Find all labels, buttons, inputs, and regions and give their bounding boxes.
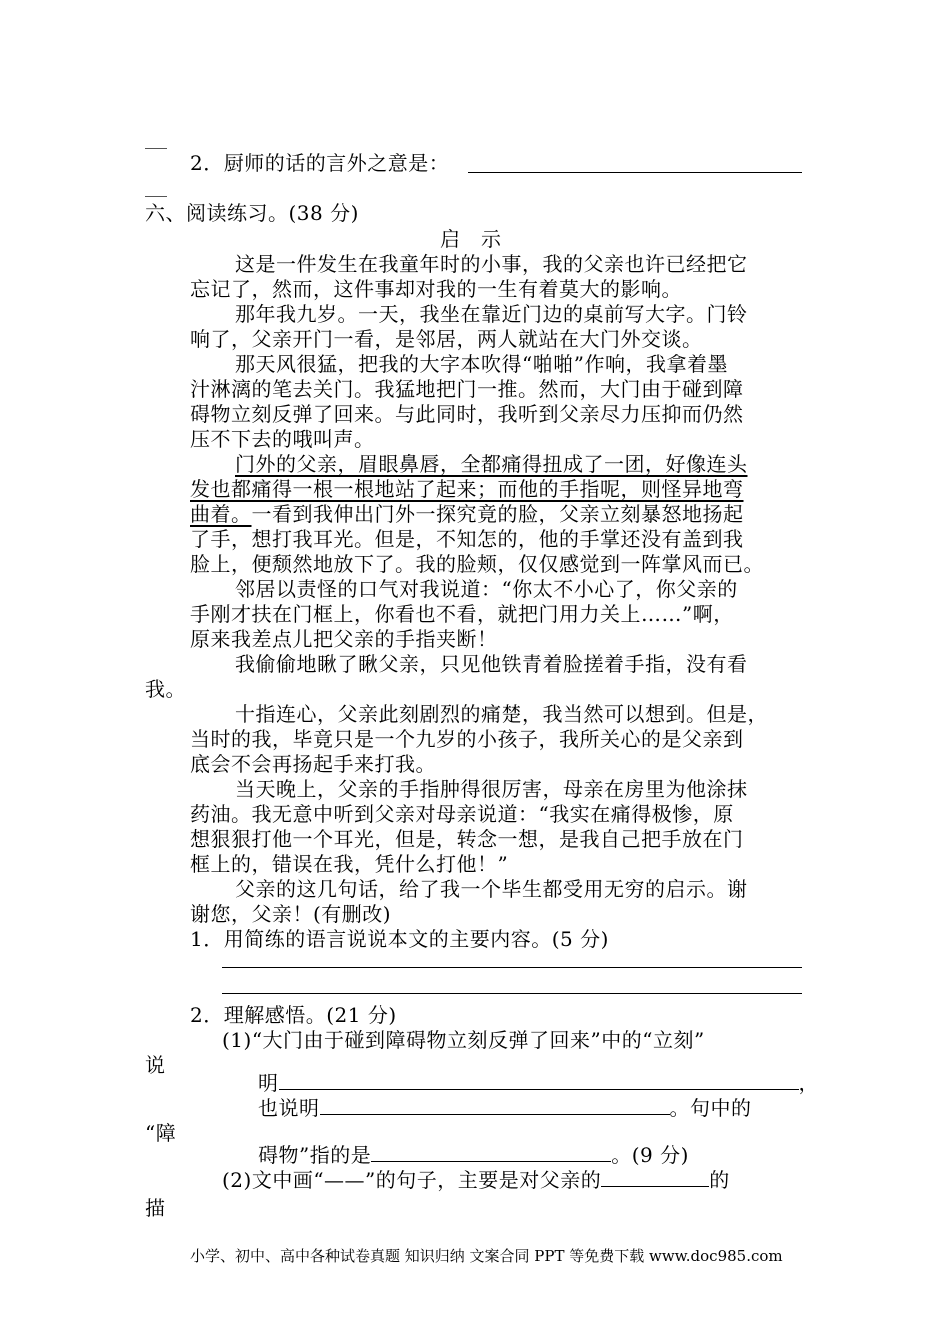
underlined-text: 曲着。 bbox=[190, 502, 252, 526]
passage-line: 手刚才扶在门框上，你看也不看，就把门用力关上……”啊， bbox=[190, 602, 734, 626]
passage-text: 一看到我伸出门外一探究竟的脸，父亲立刻暴怒地扬起 bbox=[251, 502, 744, 526]
passage-line: 药油。我无意中听到父亲对母亲说道：“我实在痛得极惨，原 bbox=[190, 802, 734, 826]
question-2-2-line-a bbox=[222, 1167, 730, 1193]
question-number: 2． bbox=[190, 151, 224, 175]
question-text: 也说明 bbox=[258, 1096, 320, 1120]
answer-blank-2-1-a[interactable] bbox=[279, 1071, 799, 1090]
question-2-1-line-a: (1)“大门由于碰到障碍物立刻反弹了回来”中的“立刻” bbox=[222, 1028, 705, 1052]
question-text: 碍物”指的是 bbox=[258, 1143, 372, 1167]
answer-blank-2-2[interactable] bbox=[601, 1168, 709, 1187]
passage-line: 脸上，便颓然地放下了。我的脸颊，仅仅感觉到一阵掌风而已。 bbox=[190, 552, 764, 576]
passage-line: 框上的，错误在我，凭什么打他！” bbox=[190, 852, 509, 876]
question-2-1-line-b: 说 bbox=[145, 1053, 166, 1077]
margin-mark-second bbox=[145, 196, 167, 197]
question-2-2-line-b: 描 bbox=[145, 1196, 166, 1220]
answer-blank-2-1-c[interactable] bbox=[371, 1143, 611, 1162]
question-text: 的 bbox=[709, 1168, 730, 1192]
section-heading: 六、阅读练习。(38 分) bbox=[145, 201, 359, 225]
question-text: 。(9 分) bbox=[611, 1143, 689, 1167]
passage-line: 当时的我，毕竟只是一个九岁的小孩子，我所关心的是父亲到 bbox=[190, 727, 744, 751]
passage-line: 当天晚上，父亲的手指肿得很厉害，母亲在房里为他涂抹 bbox=[235, 777, 748, 801]
passage-line: 我偷偷地瞅了瞅父亲，只见他铁青着脸搓着手指，没有看 bbox=[235, 652, 748, 676]
previous-question-2 bbox=[190, 150, 449, 176]
answer-line-q1-2[interactable] bbox=[222, 993, 802, 994]
passage-line: 压不下去的哦叫声。 bbox=[190, 427, 375, 451]
question-2: 2．理解感悟。(21 分) bbox=[190, 1003, 397, 1027]
passage-line: 汁淋漓的笔去关门。我猛地把门一推。然而，大门由于碰到障 bbox=[190, 377, 744, 401]
passage-line: 底会不会再扬起手来打我。 bbox=[190, 752, 436, 776]
passage-line: 想狠狠打他一个耳光，但是，转念一想，是我自己把手放在门 bbox=[190, 827, 744, 851]
underlined-sentence-line bbox=[235, 451, 748, 477]
answer-blank-2-1-b[interactable] bbox=[320, 1096, 670, 1115]
footer-text: 小学、初中、高中各种试卷真题 知识归纳 文案合同 PPT 等免费下载 www.doc985.com bbox=[190, 1247, 783, 1265]
passage-line: 那年我九岁。一天，我坐在靠近门边的桌前写大字。门铃 bbox=[235, 302, 748, 326]
question-text: 。句中的 bbox=[669, 1096, 752, 1120]
passage-line: 响了，父亲开门一看，是邻居，两人就站在大门外交谈。 bbox=[190, 327, 703, 351]
question-text: (2)文中画“——”的句子，主要是对父亲的 bbox=[222, 1168, 602, 1192]
passage-line: 父亲的这几句话，给了我一个毕生都受用无穷的启示。谢 bbox=[235, 877, 748, 901]
passage-line: 了手，想打我耳光。但是，不知怎的，他的手掌还没有盖到我 bbox=[190, 527, 744, 551]
question-text: ， bbox=[798, 1071, 819, 1095]
passage-line bbox=[190, 501, 744, 527]
question-2-1-line-c bbox=[258, 1070, 819, 1096]
passage-title: 启 示 bbox=[440, 227, 502, 251]
passage-line: 忘记了，然而，这件事却对我的一生有着莫大的影响。 bbox=[190, 277, 682, 301]
question-text: 明 bbox=[258, 1071, 279, 1095]
question-2-1-line-e: “障 bbox=[145, 1121, 177, 1145]
question-2-1-line-f bbox=[258, 1142, 689, 1168]
passage-line: 碍物立刻反弹了回来。与此同时，我听到父亲尽力压抑而仍然 bbox=[190, 402, 744, 426]
passage-line: 那天风很猛，把我的大字本吹得“啪啪”作响，我拿着墨 bbox=[235, 352, 728, 376]
margin-mark-top bbox=[145, 148, 167, 149]
passage-line: 我。 bbox=[145, 677, 186, 701]
passage-line: 原来我差点儿把父亲的手指夹断！ bbox=[190, 627, 498, 651]
question-text: 厨师的话的言外之意是： bbox=[223, 151, 450, 175]
underlined-text: 发也都痛得一根一根地站了起来；而他的手指呢，则怪异地弯 bbox=[190, 477, 744, 501]
passage-line: 邻居以责怪的口气对我说道：“你太不小心了，你父亲的 bbox=[235, 577, 738, 601]
underlined-sentence-line bbox=[190, 476, 744, 502]
answer-line-q1-1[interactable] bbox=[222, 967, 802, 968]
question-2-1-line-d bbox=[258, 1095, 752, 1121]
answer-blank-prev-2[interactable] bbox=[468, 172, 802, 173]
question-1: 1．用简练的语言说说本文的主要内容。(5 分) bbox=[190, 927, 609, 951]
passage-line: 十指连心，父亲此刻剧烈的痛楚，我当然可以想到。但是， bbox=[235, 702, 768, 726]
passage-line: 这是一件发生在我童年时的小事，我的父亲也许已经把它 bbox=[235, 252, 748, 276]
underlined-text: 门外的父亲，眉眼鼻唇，全都痛得扭成了一团，好像连头 bbox=[235, 452, 748, 476]
passage-line: 谢您，父亲！(有删改) bbox=[190, 902, 392, 926]
